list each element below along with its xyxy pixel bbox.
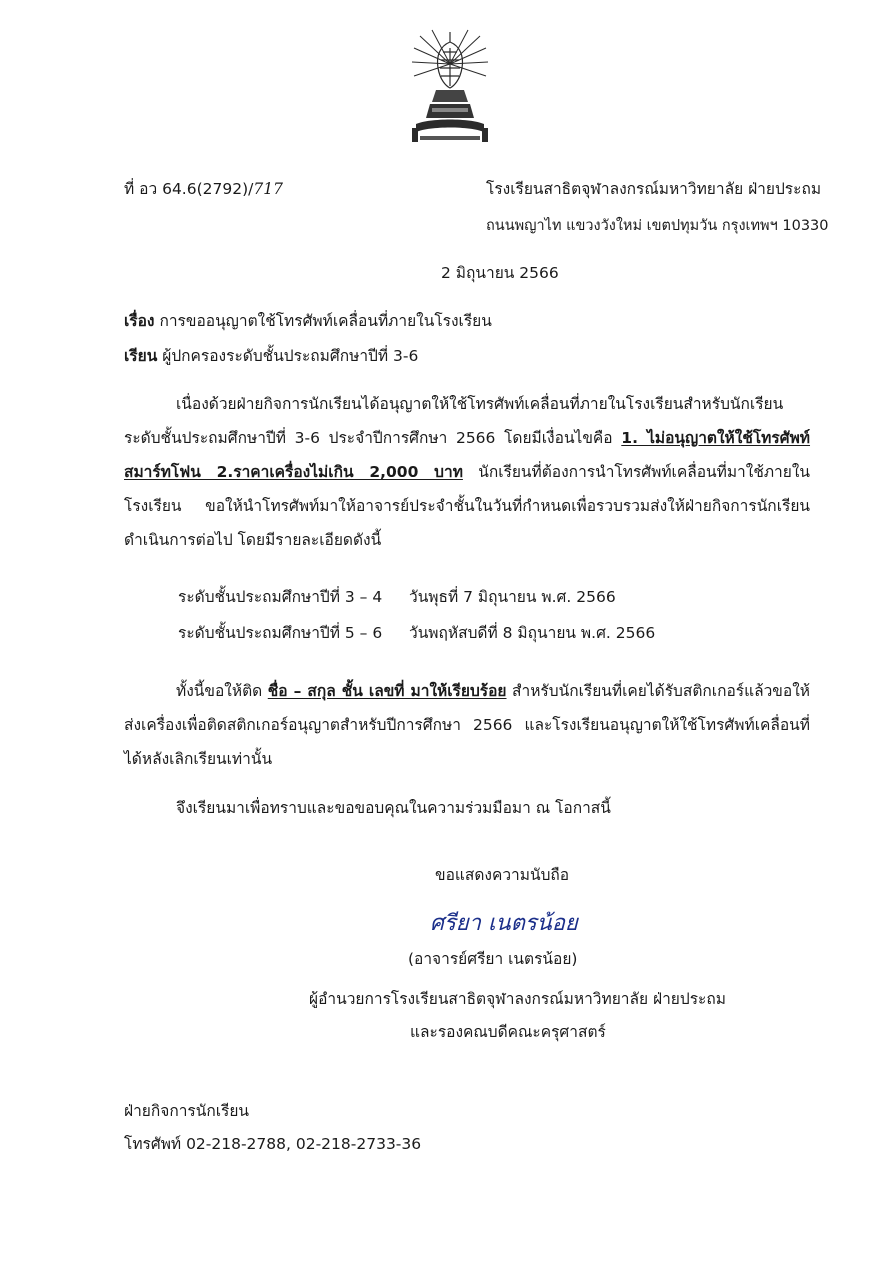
schedule-row: [178, 584, 382, 609]
signer-name: (อาจารย์ศรียา เนตรน้อย): [408, 950, 578, 968]
recipient-text: ผู้ปกครองระดับชั้นประถมศึกษาปีที่ 3-6: [157, 347, 419, 365]
school-address: ถนนพญาไท แขวงวังใหม่ เขตปทุมวัน กรุงเทพฯ 10330: [486, 218, 829, 234]
subject-line: [124, 308, 492, 333]
reference-number: [124, 176, 283, 201]
reference-number-handwritten: 717: [253, 180, 283, 198]
letter-date: 2 มิถุนายน 2566: [441, 264, 559, 282]
schedule-level: ระดับชั้นประถมศึกษาปีที่ 3 – 4: [178, 588, 383, 606]
schedule-day: วันพฤหัสบดีที่ 8 มิถุนายน พ.ศ. 2566: [409, 624, 656, 642]
schedule-level: ระดับชั้นประถมศึกษาปีที่ 5 – 6: [178, 624, 383, 642]
signer-title-1: ผู้อำนวยการโรงเรียนสาธิตจุฬาลงกรณ์มหาวิทยาลัย ฝ่ายประถม: [309, 990, 726, 1008]
paragraph-2-intro: ทั้งนี้ขอให้ติด: [176, 682, 268, 700]
paragraph-2-rest: สำหรับนักเรียนที่เคยได้รับสติกเกอร์แล้วขอให้ส่งเครื่องเพื่อติดสติกเกอร์อนุญาตสำหรับปีการศึกษา 2566 และโรงเรียนอนุญาตให้ใช้โทรศัพท์เคลื่อนที่ได้หลังเลิกเรียนเท่านั้น: [124, 682, 810, 768]
university-crest-icon: [410, 28, 490, 150]
regards: ขอแสดงความนับถือ: [435, 866, 570, 884]
paragraph-labeling: [124, 674, 810, 776]
schedule-day: วันพุธที่ 7 มิถุนายน พ.ศ. 2566: [409, 588, 616, 606]
subject-text: การขออนุญาตใช้โทรศัพท์เคลื่อนที่ภายในโรงเรียน: [154, 312, 492, 330]
recipient-label: เรียน: [124, 347, 158, 365]
labeling-underlined: ชื่อ – สกุล ชั้น เลขที่ มาให้เรียบร้อย: [267, 682, 507, 700]
paragraph-1-intro: เนื่องด้วยฝ่ายกิจการนักเรียนได้อนุญาตให้ใช้โทรศัพท์เคลื่อนที่ภายในโรงเรียนสำหรับนักเรียนระดับชั้นประถมศึกษาปีที่ 3-6 ประจำปีการศึกษา 2566 โดยมีเงื่อนไขคือ: [124, 395, 784, 447]
reference-number-text: ที่ อว 64.6(2792)/: [124, 180, 254, 198]
signature: [430, 900, 630, 940]
school-name: โรงเรียนสาธิตจุฬาลงกรณ์มหาวิทยาลัย ฝ่ายประถม: [486, 180, 822, 198]
footer-phone: โทรศัพท์ 02-218-2788, 02-218-2733-36: [124, 1135, 422, 1153]
schedule-row: [178, 620, 382, 645]
recipient-line: [124, 343, 418, 368]
signature-text: ศรียา เนตรน้อย: [430, 911, 578, 936]
subject-label: เรื่อง: [124, 312, 155, 330]
paragraph-1-rest: นักเรียนที่ต้องการนำโทรศัพท์เคลื่อนที่มาใช้ภายในโรงเรียน ขอให้นำโทรศัพท์มาให้อาจารย์ประจำชั้นในวันที่กำหนดเพื่อรวบรวมส่งให้ฝ่ายกิจการนักเรียนดำเนินการต่อไป โดยมีรายละเอียดดังนี้: [124, 463, 811, 549]
signer-title-2: และรองคณบดีคณะครุศาสตร์: [410, 1023, 606, 1041]
paragraph-closing: จึงเรียนมาเพื่อทราบและขอขอบคุณในความร่วมมือมา ณ โอกาสนี้: [176, 799, 611, 817]
footer-department: ฝ่ายกิจการนักเรียน: [124, 1102, 250, 1120]
paragraph-conditions: [124, 387, 810, 557]
conditions-underlined: 1. ไม่อนุญาตให้ใช้โทรศัพท์สมาร์ทโฟน 2.ราคาเครื่องไม่เกิน 2,000 บาท: [124, 429, 811, 481]
